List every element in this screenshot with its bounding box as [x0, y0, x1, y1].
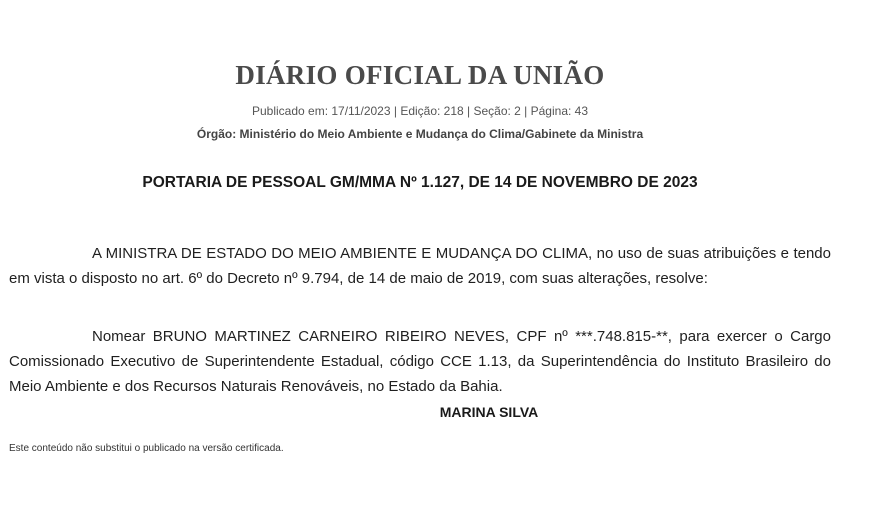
document-title: PORTARIA DE PESSOAL GM/MMA Nº 1.127, DE 14 DE NOVEMBRO DE 2023 — [142, 174, 698, 191]
certification-disclaimer: Este conteúdo não substitui o publicado na versão certificada. — [9, 443, 284, 454]
publication-meta: Publicado em: 17/11/2023 | Edição: 218 | Seção: 2 | Página: 43 — [251, 104, 589, 118]
issuing-agency: Órgão: Ministério do Meio Ambiente e Mudança do Clima/Gabinete da Ministra — [196, 127, 644, 141]
preamble-paragraph: A MINISTRA DE ESTADO DO MEIO AMBIENTE E MUDANÇA DO CLIMA, no uso de suas atribuições e tendo em vista o disposto no art. 6º do Decreto nº 9.794, de 14 de maio de 2019, com suas alterações, resolve: — [9, 245, 831, 287]
signatory-name: MARINA SILVA — [439, 404, 539, 420]
appointment-paragraph: Nomear BRUNO MARTINEZ CARNEIRO RIBEIRO NEVES, CPF nº ***.748.815-**, para exercer o Cargo Comissionado Executivo de Superintendente Estadual, código CCE 1.13, da Superintendência do Instituto Brasileiro do Meio Ambiente e dos Recursos Naturais Renováveis, no Estado da Bahia. — [9, 328, 831, 395]
masthead-title: DIÁRIO OFICIAL DA UNIÃO — [235, 60, 605, 90]
